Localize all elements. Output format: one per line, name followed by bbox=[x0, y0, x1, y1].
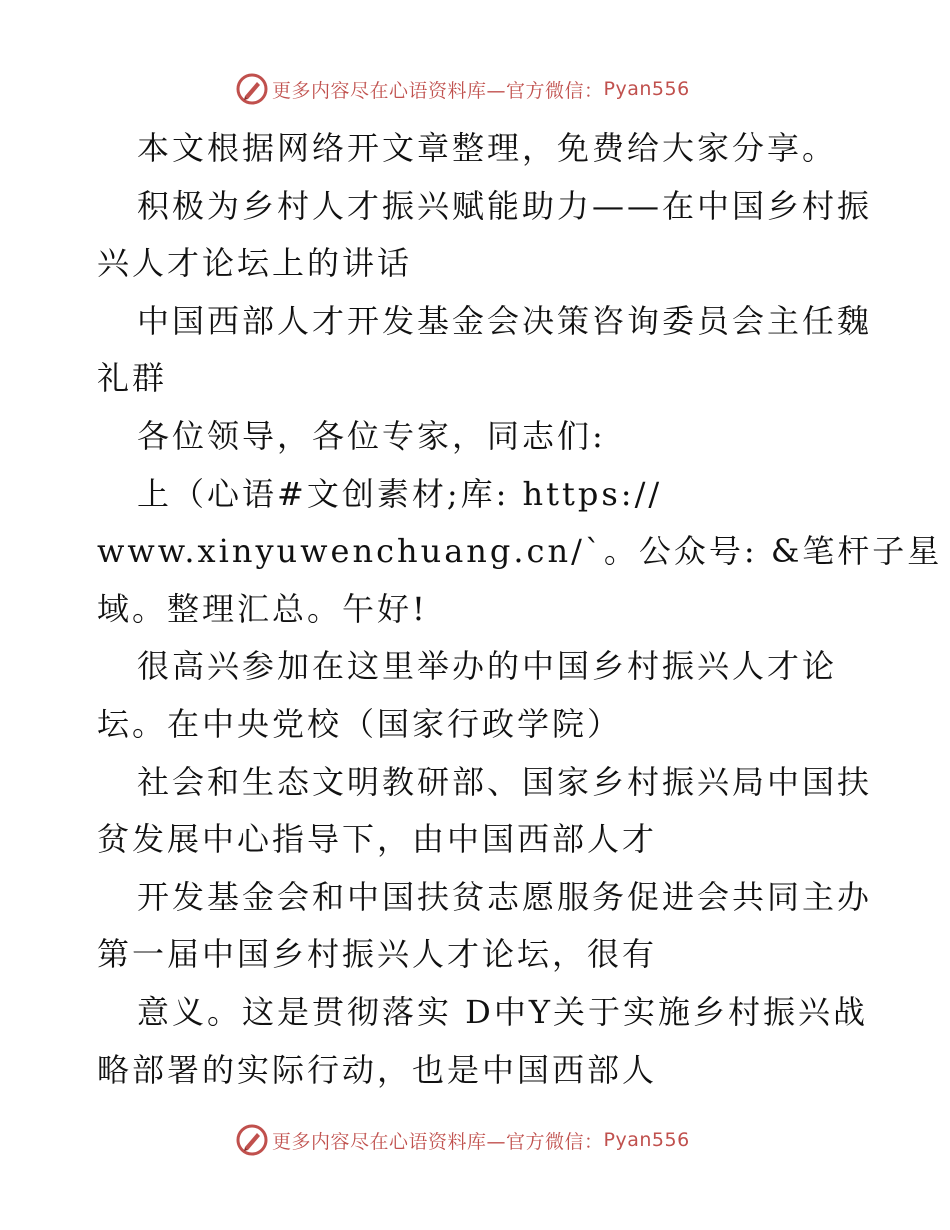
watermark-text: 更多内容尽在心语资料库—官方微信： bbox=[272, 1130, 604, 1153]
text-line: 社会和生态文明教研部、国家乡村振兴局中国扶 bbox=[137, 763, 873, 801]
author-line: 中国西部人才开发基金会决策咨询委员会主任魏 bbox=[137, 302, 873, 340]
watermark-footer bbox=[236, 1123, 690, 1157]
text-line: 意义。这是贯彻落实 D中Y关于实施乡村振兴战 bbox=[137, 993, 868, 1031]
watermark-header bbox=[236, 72, 690, 106]
watermark-wechat-id: Pyan556 bbox=[603, 1129, 690, 1151]
text-line: 第一届中国乡村振兴人才论坛，很有 bbox=[97, 935, 658, 973]
pen-logo-icon bbox=[236, 1124, 268, 1156]
text-line: 域。整理汇总。午好! bbox=[97, 590, 428, 628]
text-line: www.xinyuwenchuang.cn/`。公众号: &笔杆子星 bbox=[97, 532, 943, 570]
author-line: 礼群 bbox=[97, 359, 168, 397]
text-line: 本文根据网络开文章整理，免费给大家分享。 bbox=[137, 129, 838, 167]
text-line: 很高兴参加在这里举办的中国乡村振兴人才论 bbox=[137, 647, 838, 685]
watermark-text: 更多内容尽在心语资料库—官方微信： bbox=[272, 79, 604, 102]
text-line: 坛。在中央党校（国家行政学院） bbox=[97, 705, 623, 743]
text-line: 略部署的实际行动，也是中国西部人 bbox=[97, 1051, 658, 1089]
pen-logo-icon bbox=[236, 73, 268, 105]
text-line: 贫发展中心指导下，由中国西部人才 bbox=[97, 820, 658, 858]
text-line: 上（心语#文创素材;库: https:// bbox=[137, 475, 663, 513]
title-line: 积极为乡村人才振兴赋能助力——在中国乡村振 bbox=[137, 187, 873, 225]
text-line: 开发基金会和中国扶贫志愿服务促进会共同主办 bbox=[137, 878, 873, 916]
title-line: 兴人才论坛上的讲话 bbox=[97, 244, 413, 282]
text-line: 各位领导，各位专家，同志们: bbox=[137, 417, 606, 455]
watermark-wechat-id: Pyan556 bbox=[603, 78, 690, 100]
